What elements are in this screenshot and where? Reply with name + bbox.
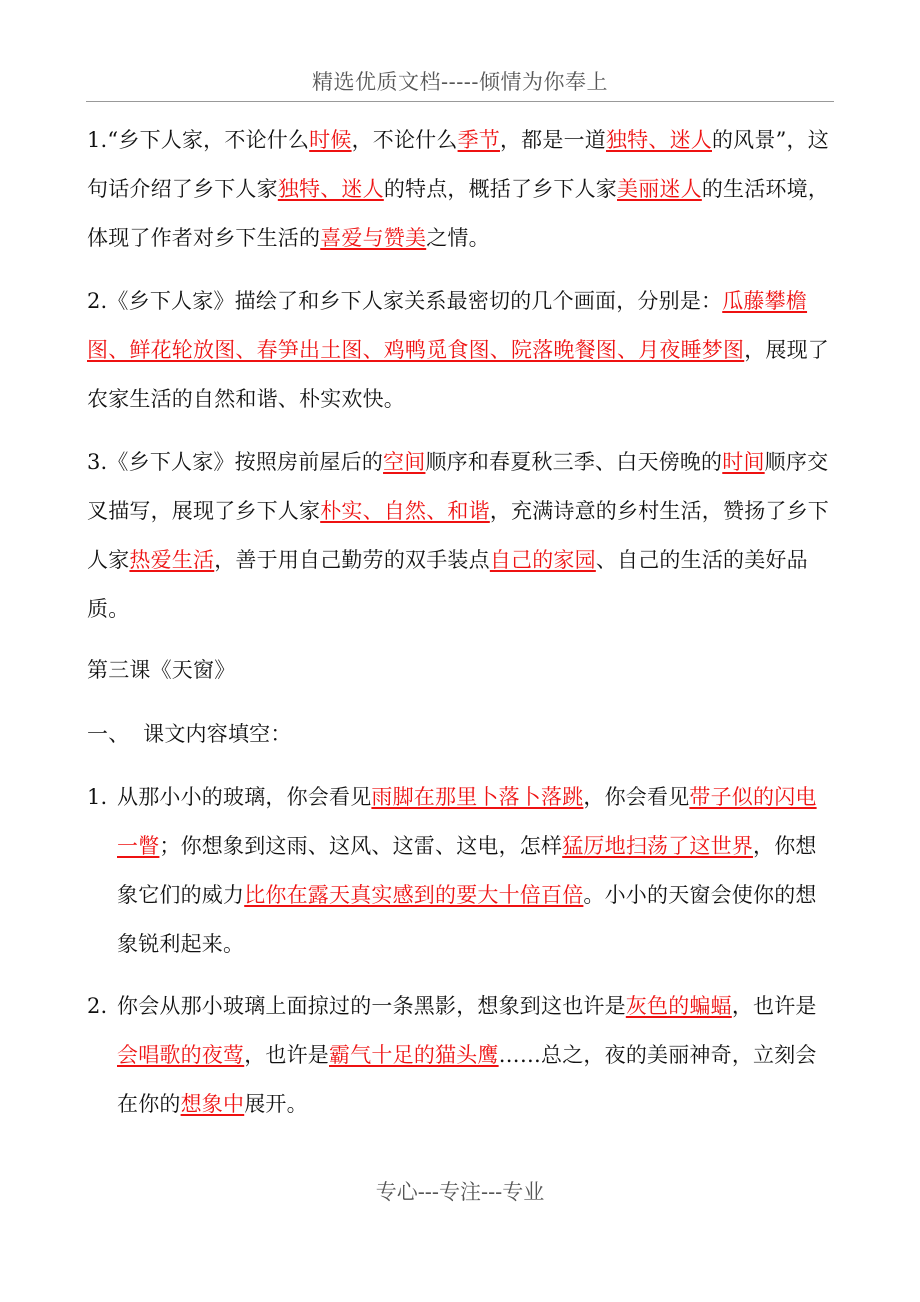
answer-text: 独特、迷人 — [277, 177, 384, 201]
item-2-text — [117, 994, 817, 1116]
body-text: ，善于用自己勤劳的双手装点 — [214, 548, 490, 572]
body-text: 展开。 — [244, 1092, 308, 1116]
body-text: 。小小的天窗会使你的想象锐利起来。 — [117, 883, 817, 956]
answer-text: 喜爱与赞美 — [320, 226, 427, 250]
answer-text: 会唱歌的夜莺 — [117, 1043, 245, 1067]
body-text: 的风景”，这句话介绍了乡下人家 — [87, 128, 829, 201]
item-number: 1. — [87, 785, 108, 809]
fill-item-1 — [87, 773, 835, 969]
page-footer: 专心---专注---专业 — [375, 1180, 545, 1204]
body-text: 顺序交叉描写，展现了乡下人家 — [87, 450, 829, 523]
section-title: 一、 课文内容填空： — [87, 722, 292, 746]
answer-text: 猛厉地扫荡了这世界 — [562, 834, 754, 858]
answer-text: 瓜藤攀檐图、鲜花轮放图、春笋出土图、鸡鸭觅食图、院落晚餐图、月夜睡梦图 — [87, 289, 808, 362]
body-text: 、自己的生活的美好品质。 — [87, 548, 808, 621]
answer-text: 想象中 — [180, 1092, 245, 1116]
body-text: 之情。 — [426, 226, 490, 250]
answer-text: 自己的家园 — [489, 548, 596, 572]
lesson-title: 第三课《天窗》 — [87, 658, 236, 682]
body-text: 的生活环境，体现了作者对乡下生活的 — [87, 177, 830, 250]
body-text: ，充满诗意的乡村生活，赞扬了乡下人家 — [87, 499, 830, 572]
page-header: 精选优质文档-----倾情为你奉上 — [312, 70, 608, 94]
item-number: 2. — [87, 994, 108, 1018]
body-text: 你会从那小玻璃上面掠过的一条黑影，想象到这也许是 — [117, 994, 626, 1018]
body-text: ，你会看见 — [583, 785, 690, 809]
answer-text: 灰色的蝙蝠 — [625, 994, 732, 1018]
answer-text: 热爱生活 — [129, 548, 215, 572]
body-text: 3.《乡下人家》按照房前屋后的 — [87, 450, 384, 474]
fill-item-2 — [87, 982, 835, 1129]
body-text: ，你想象它们的威力 — [117, 834, 817, 907]
paragraph-2 — [87, 277, 837, 424]
body-text: ，不论什么 — [351, 128, 458, 152]
body-text: 从那小小的玻璃，你会看见 — [117, 785, 372, 809]
answer-text: 美丽迷人 — [617, 177, 702, 201]
body-text: ，也许是 — [244, 1043, 330, 1067]
answer-text: 时候 — [309, 128, 352, 152]
answer-text: 比你在露天真实感到的要大十倍百倍 — [244, 883, 584, 907]
body-text: ……总之，夜的美丽神奇，立刻会在你的 — [117, 1043, 817, 1116]
paragraph-1 — [87, 116, 837, 263]
answer-text: 雨脚在那里卜落卜落跳 — [371, 785, 584, 809]
paragraph-3 — [87, 438, 837, 634]
body-text: 2.《乡下人家》描绘了和乡下人家关系最密切的几个画面，分别是： — [87, 289, 723, 313]
body-text: 1.“乡下人家，不论什么 — [87, 128, 310, 152]
header-rule — [86, 101, 834, 102]
body-text: 顺序和春夏秋三季、白天傍晚的 — [425, 450, 723, 474]
body-text: 的特点，概括了乡下人家 — [383, 177, 618, 201]
answer-text: 时间 — [722, 450, 765, 474]
body-text: ，也许是 — [731, 994, 817, 1018]
item-1-text — [117, 785, 817, 956]
answer-text: 季节 — [457, 128, 500, 152]
body-text: ，展现了农家生活的自然和谐、朴实欢快。 — [87, 338, 830, 411]
body-text: ；你想象到这雨、这风、这雷、这电，怎样 — [159, 834, 563, 858]
answer-text: 朴实、自然、和谐 — [320, 499, 490, 523]
answer-text: 霸气十足的猫头鹰 — [329, 1043, 499, 1067]
answer-text: 带子似的闪电一瞥 — [117, 785, 817, 858]
answer-text: 独特、迷人 — [605, 128, 712, 152]
body-text: ，都是一道 — [499, 128, 606, 152]
answer-text: 空间 — [383, 450, 426, 474]
